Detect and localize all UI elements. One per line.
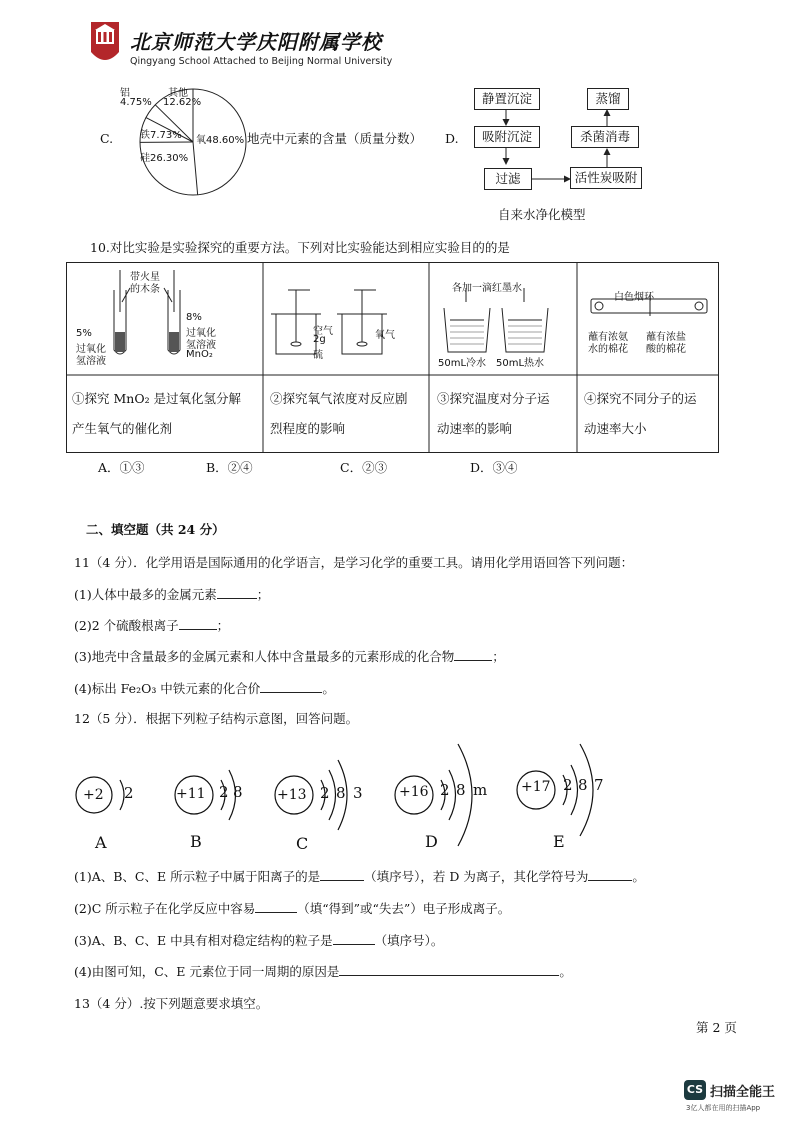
- q12-part2-blank[interactable]: [255, 900, 297, 913]
- exp4-left-cotton2: 水的棉花: [588, 344, 628, 355]
- q12-part4-text: (4)由图可知，C、E 元素位于同一周期的原因是: [74, 964, 340, 979]
- exp2-desc-line2: 烈程度的影响: [270, 421, 346, 436]
- atom-d-shell3: m: [473, 781, 488, 799]
- page-number: 第 2 页: [696, 1020, 737, 1035]
- exp4-desc-line2: 动速率大小: [584, 421, 647, 436]
- q12-part1-text-a: (1)A、B、C、E 所示粒子中属于阳离子的是: [74, 869, 321, 884]
- exp4-right-cotton1: 蘸有浓盐: [646, 332, 686, 343]
- scanner-logo-text: CS: [686, 1083, 704, 1096]
- exp2-mass: 2g: [313, 334, 326, 345]
- exp3-desc-line1: ③探究温度对分子运: [437, 391, 550, 406]
- q12-part2-text-b: （填“得到”或“失去”）电子形成离子。: [297, 901, 511, 916]
- atom-c-shell1: 2: [320, 784, 330, 802]
- flow-box-filtration: 过滤: [484, 168, 532, 190]
- atom-c-letter: C: [296, 834, 309, 853]
- q11-stem: 11（4 分）．化学用语是国际通用的化学语言，是学习化学的重要工具。请用化学用语回答下列问题：: [74, 555, 634, 570]
- exp4-left-cotton1: 蘸有浓氨: [588, 332, 628, 343]
- pie-label-al-name: 铝: [120, 88, 130, 99]
- q10-stem: 10.对比实验是实验探究的重要方法。下列对比实验能达到相应实验目的的是: [90, 240, 510, 255]
- q11-part2: [74, 617, 229, 634]
- q12-part2: [74, 900, 510, 917]
- flow-box-adsorption-settling: 吸附沉淀: [474, 126, 540, 148]
- q12-part3: [74, 932, 443, 949]
- flow-box-carbon-adsorption: 活性炭吸附: [570, 167, 642, 189]
- atom-e-shell3: 7: [594, 776, 604, 794]
- flow-box-distillation: 蒸馏: [587, 88, 629, 110]
- q10-option-a: A．①③: [98, 460, 145, 475]
- school-logo: [88, 18, 122, 68]
- atom-b-shell1: 2: [219, 783, 229, 801]
- exp1-desc-line2: 产生氧气的催化剂: [72, 421, 173, 436]
- q12-part4-end: 。: [559, 964, 572, 979]
- exp2-air: 空气: [313, 326, 333, 337]
- q12-part4-blank[interactable]: [339, 963, 559, 976]
- atom-c-nucleus: +13: [277, 787, 307, 803]
- atom-d-letter: D: [425, 832, 438, 851]
- q13-stem: 13（4 分）.按下列题意要求填空。: [74, 996, 269, 1011]
- school-name-en: Qingyang School Attached to Beijing Normal University: [130, 56, 393, 67]
- exp4-desc-line1: ④探究不同分子的运: [584, 391, 697, 406]
- pie-label-other-value: 12.62%: [163, 97, 202, 108]
- exp4-smoke-ring: 白色烟环: [614, 292, 654, 303]
- flow-box-settling: 静置沉淀: [474, 88, 540, 110]
- q12-part2-text-a: (2)C 所示粒子在化学反应中容易: [74, 901, 256, 916]
- atom-a-nucleus: +2: [83, 787, 104, 803]
- exp2-oxygen: 氧气: [375, 330, 395, 341]
- atom-b-nucleus: +11: [176, 786, 206, 802]
- q10-option-c: C．②③: [340, 460, 388, 475]
- exp1-splint-label2: 的木条: [130, 284, 160, 295]
- scanner-logo-icon: [684, 1080, 706, 1100]
- atom-d-nucleus: +16: [399, 784, 429, 800]
- q11-part1-end: ；: [256, 587, 270, 602]
- exp3-top-label: 各加一滴红墨水: [452, 283, 522, 294]
- q11-part3-blank[interactable]: [454, 648, 492, 661]
- atom-e-shell2: 8: [578, 776, 588, 794]
- flow-caption: 自来水净化模型: [498, 207, 586, 222]
- exp2-sulfur: 硫: [313, 350, 323, 361]
- exp1-left-conc: 5%: [76, 328, 92, 339]
- pie-label-oxygen: 氧48.60%: [196, 135, 245, 146]
- q11-part4-blank[interactable]: [260, 680, 322, 693]
- q11-part4: [74, 680, 335, 697]
- option-c-label: C.: [100, 131, 114, 146]
- exp1-left-sub2: 氢溶液: [76, 356, 106, 367]
- q11-part4-end: 。: [322, 681, 335, 696]
- q11-part2-end: ；: [216, 618, 230, 633]
- exp1-right-conc: 8%: [186, 312, 202, 323]
- exp1-right-sub1: 过氧化: [186, 328, 216, 339]
- atom-a-shell1: 2: [124, 784, 134, 802]
- pie-label-other-name: 其他: [168, 88, 188, 99]
- exp1-splint-label: 带火星: [130, 272, 160, 283]
- q12-part1-end: 。: [632, 869, 645, 884]
- exp3-hot-water: 50mL热水: [496, 358, 545, 369]
- q12-part4: [74, 963, 572, 980]
- q12-part1-text-b: （填序号），若 D 为离子，其化学符号为: [364, 869, 589, 884]
- q11-part2-text: (2)2 个硫酸根离子: [74, 618, 179, 633]
- q12-part1: [74, 868, 645, 885]
- q10-option-b: B．②④: [206, 460, 253, 475]
- q12-part3-blank[interactable]: [333, 932, 375, 945]
- pie-label-iron: 铁7.73%: [140, 130, 182, 141]
- exp2-desc-line1: ②探究氧气浓度对反应剧: [270, 391, 408, 406]
- q11-part3-text: (3)地壳中含量最多的金属元素和人体中含量最多的元素形成的化合物: [74, 649, 455, 664]
- atom-b-letter: B: [190, 832, 202, 851]
- pie-label-silicon: 硅26.30%: [140, 153, 189, 164]
- q11-part1: [74, 586, 269, 603]
- section-title: 二、填空题（共 24 分）: [86, 522, 225, 537]
- exp1-left-sub1: 过氧化: [76, 344, 106, 355]
- q10-option-d: D．③④: [470, 460, 518, 475]
- q12-stem: 12（5 分）．根据下列粒子结构示意图，回答问题。: [74, 711, 359, 726]
- atom-d-shell1: 2: [440, 781, 450, 799]
- exp3-cold-water: 50mL冷水: [438, 358, 487, 369]
- q11-part3-end: ；: [492, 649, 505, 664]
- atom-b-shell2: 8: [233, 783, 243, 801]
- atom-e-letter: E: [553, 832, 565, 851]
- atom-e-shell1: 2: [563, 776, 573, 794]
- q11-part1-blank[interactable]: [217, 586, 257, 599]
- q12-part1-blank2[interactable]: [588, 868, 632, 881]
- exp3-desc-line2: 动速率的影响: [437, 421, 513, 436]
- q11-part2-blank[interactable]: [179, 617, 217, 630]
- q12-part3-text-a: (3)A、B、C、E 中具有相对稳定结构的粒子是: [74, 933, 333, 948]
- flow-box-disinfection: 杀菌消毒: [571, 126, 639, 148]
- scanner-tagline: 3亿人都在用的扫描App: [686, 1104, 761, 1112]
- pie-caption: 地壳中元素的含量（质量分数）: [247, 131, 423, 146]
- exp1-desc-line1: ①探究 MnO₂ 是过氧化氢分解: [72, 391, 242, 406]
- q12-part3-text-b: （填序号）。: [374, 933, 444, 948]
- q11-part1-text: (1)人体中最多的金属元素: [74, 587, 217, 602]
- exp1-right-sub2: 氢溶液: [186, 340, 216, 351]
- atom-c-shell3: 3: [353, 784, 363, 802]
- pie-label-al-value: 4.75%: [120, 97, 152, 108]
- atom-e-nucleus: +17: [521, 779, 551, 795]
- exp4-right-cotton2: 酸的棉花: [646, 344, 686, 355]
- option-d-label: D.: [445, 131, 459, 146]
- scanner-name: 扫描全能王: [710, 1085, 776, 1100]
- school-name-cn: 北京师范大学庆阳附属学校: [130, 30, 382, 54]
- q11-part4-text: (4)标出 Fe₂O₃ 中铁元素的化合价: [74, 681, 261, 696]
- exp1-right-catalyst: MnO₂: [186, 349, 213, 360]
- atom-c-shell2: 8: [336, 784, 346, 802]
- atom-a-letter: A: [95, 833, 107, 852]
- q12-part1-blank1[interactable]: [320, 868, 364, 881]
- atom-d-shell2: 8: [456, 781, 466, 799]
- q11-part3: [74, 648, 505, 665]
